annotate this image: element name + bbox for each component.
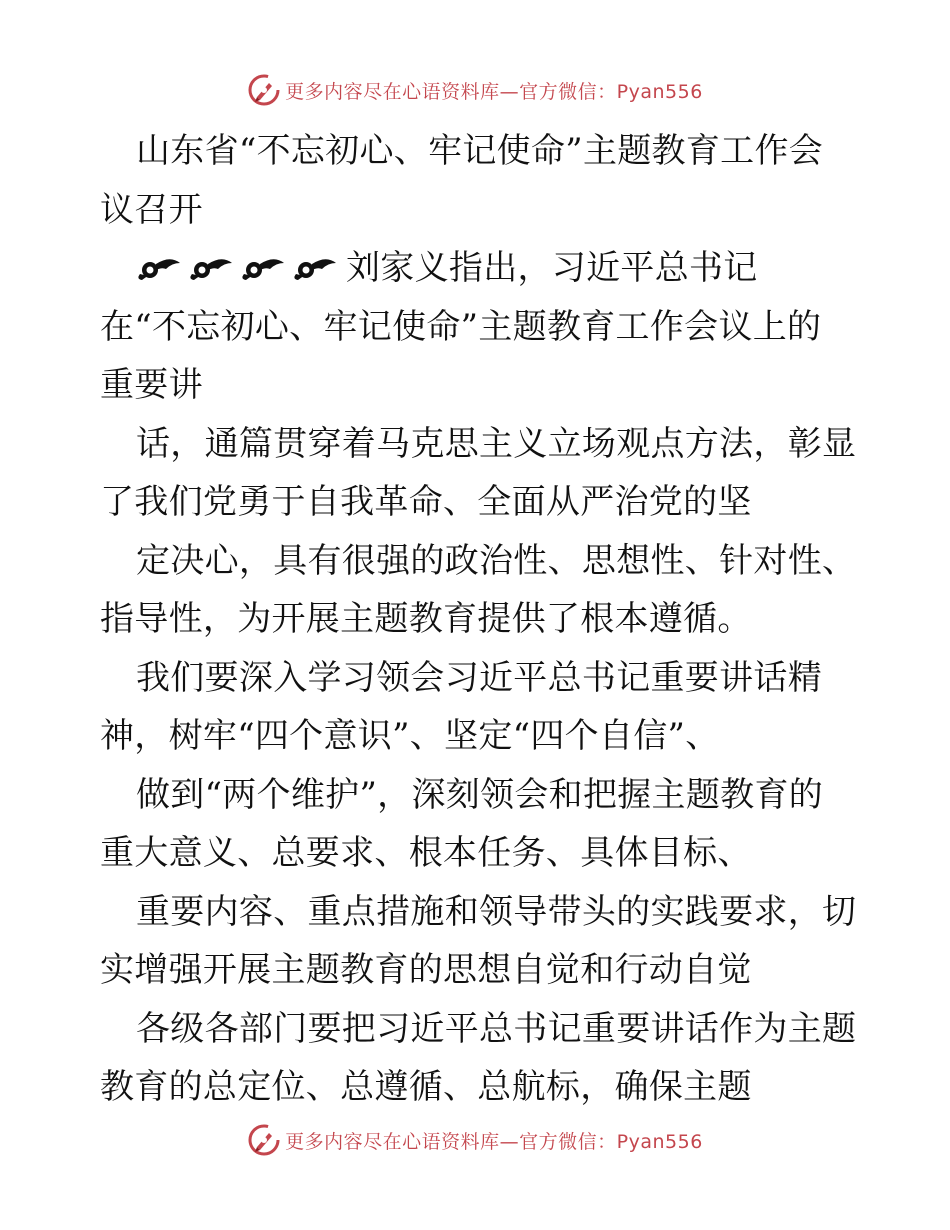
text-line: 指导性，为开展主题教育提供了根本遵循。 — [100, 599, 752, 639]
text-line: 我们要深入学习领会习近平总书记重要讲话精 — [136, 657, 822, 698]
text-line: 教育的总定位、总遵循、总航标，确保主题 — [100, 1067, 752, 1107]
text-line: 定决心，具有很强的政治性、思想性、针对性、 — [136, 540, 857, 581]
ornament-icon — [136, 253, 346, 283]
text-line: 神，树牢“四个意识”、坚定“四个自信”、 — [100, 716, 720, 756]
text-line: 各级各部门要把习近平总书记重要讲话作为主题 — [136, 1008, 857, 1049]
text-line: 话，通篇贯穿着马克思主义立场观点方法，彰显 — [136, 423, 857, 464]
text-line: 议召开 — [100, 189, 203, 230]
text-line: 重要讲 — [100, 365, 203, 405]
text-line: 山东省“不忘初心、牢记使命”主题教育工作会 — [136, 131, 824, 171]
text-line: 刘家义指出，习近平总书记 — [346, 248, 758, 288]
document-body — [100, 122, 860, 1117]
text-line: 了我们党勇于自我革命、全面从严治党的坚 — [100, 482, 752, 522]
text-line-with-ornament — [100, 239, 860, 298]
header-watermark — [0, 68, 950, 112]
pen-logo-icon — [247, 73, 281, 107]
text-line: 重大意义、总要求、根本任务、具体目标、 — [100, 833, 752, 873]
text-line: 实增强开展主题教育的思想自觉和行动自觉 — [100, 950, 752, 990]
text-line: 在“不忘初心、牢记使命”主题教育工作会议上的 — [100, 306, 822, 347]
text-line: 重要内容、重点措施和领导带头的实践要求，切 — [136, 891, 857, 932]
pen-logo-icon — [247, 1123, 281, 1157]
watermark-text: 更多内容尽在心语资料库—官方微信：Pyan556 — [285, 80, 703, 103]
footer-watermark — [0, 1118, 950, 1162]
text-line: 做到“两个维护”，深刻领会和把握主题教育的 — [136, 774, 824, 815]
watermark-text: 更多内容尽在心语资料库—官方微信：Pyan556 — [285, 1130, 703, 1153]
